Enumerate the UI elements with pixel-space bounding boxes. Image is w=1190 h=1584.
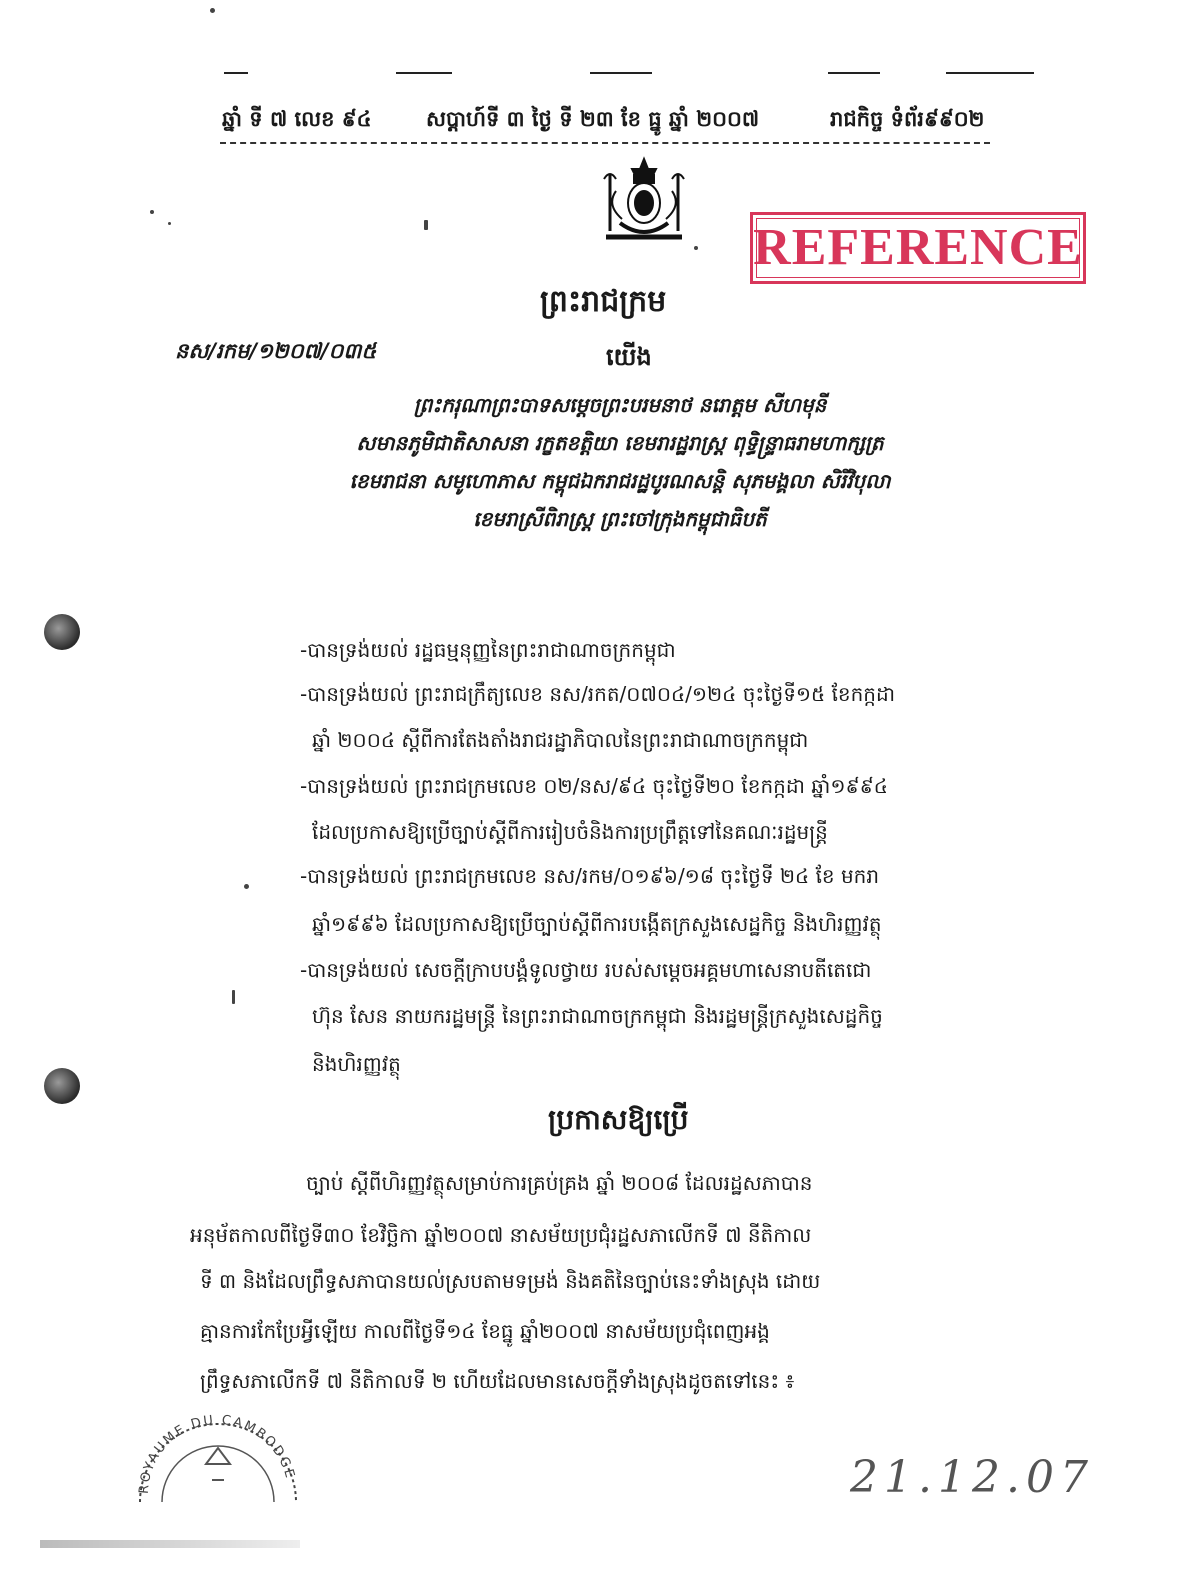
decree-reference-number: នស/រកម/១២០៧/០៣៥ xyxy=(175,339,377,363)
scan-speck xyxy=(210,8,215,13)
clause-line: -បានទ្រង់យល់ ព្រះរាជក្រមលេខ នស/រកម/០១៩៦/១៨ ចុះថ្ងៃទី ២៤ ខែ មករា xyxy=(300,864,880,888)
scan-speck xyxy=(232,990,235,1004)
royal-emblem-icon xyxy=(588,155,700,247)
decree-we: យើង xyxy=(606,343,652,371)
top-dash xyxy=(946,72,1034,74)
header-date: សប្តាហ៍ទី ៣ ថ្ងៃ ទី ២៣ ខែ ធ្នូ ឆ្នាំ ២០០៧ xyxy=(426,107,760,131)
clause-line: ឆ្នាំ ២០០៤ ស្តីពីការតែងតាំងរាជរដ្ឋាភិបាលនៃព្រះរាជាណាចក្រកម្ពុជា xyxy=(312,728,809,752)
clause-line: -បានទ្រង់យល់ ព្រះរាជក្រមលេខ ០២/នស/៩៤ ចុះថ្ងៃទី២០ ខែកក្កដា ឆ្នាំ១៩៩៤ xyxy=(300,774,888,798)
official-seal-icon xyxy=(128,1384,308,1504)
king-title-line: ខេមរាស្រីពិរាស្ត្រ ព្រះចៅក្រុងកម្ពុជាធិបតី xyxy=(473,507,767,531)
decree-title: ព្រះរាជក្រម xyxy=(540,284,667,319)
header-divider xyxy=(220,142,990,144)
scan-speck xyxy=(424,220,428,230)
clause-line: ឆ្នាំ១៩៩៦ ដែលប្រកាសឱ្យប្រើច្បាប់ស្តីពីការបង្កើតក្រសួងសេដ្ឋកិច្ច និងហិរញ្ញវត្ថុ xyxy=(312,912,882,936)
header-issue: ឆ្នាំ ទី ៧ លេខ ៩៤ xyxy=(222,107,372,131)
body-line: ទី ៣ និងដែលព្រឹទ្ធសភាបានយល់ស្របតាមទម្រង់ និងគតិនៃច្បាប់នេះទាំងស្រុង ដោយ xyxy=(200,1269,821,1293)
scan-speck xyxy=(168,222,171,225)
proclaim-heading: ប្រកាសឱ្យប្រើ xyxy=(548,1103,689,1136)
clause-line: -បានទ្រង់យល់ សេចក្តីក្រាបបង្គំទូលថ្វាយ របស់សម្តេចអគ្គមហាសេនាបតីតេជោ xyxy=(300,958,872,982)
body-line: ព្រឹទ្ធសភាលើកទី ៧ នីតិកាលទី ២ ហើយដែលមានសេចក្តីទាំងស្រុងដូចតទៅនេះ ៖ xyxy=(200,1369,795,1393)
handwritten-date: 21.12.07 xyxy=(850,1452,1094,1503)
header-gazette: រាជកិច្ច ទំព័រ៩៩០២ xyxy=(830,107,985,131)
top-dash xyxy=(590,72,652,74)
body-line: អនុម័តកាលពីថ្ងៃទី៣០ ខែវិច្ឆិកា ឆ្នាំ២០០៧ នាសម័យប្រជុំរដ្ឋសភាលើកទី ៧ នីតិកាល xyxy=(190,1223,812,1247)
clause-line: និងហិរញ្ញវត្ថុ xyxy=(312,1052,401,1076)
top-dash xyxy=(224,72,248,74)
clause-line: ហ៊ុន សែន នាយករដ្ឋមន្ត្រី នៃព្រះរាជាណាចក្រកម្ពុជា និងរដ្ឋមន្ត្រីក្រសួងសេដ្ឋកិច្ច xyxy=(312,1004,883,1028)
top-dash xyxy=(828,72,880,74)
clause-line: ដែលប្រកាសឱ្យប្រើច្បាប់ស្តីពីការរៀបចំនិងការប្រព្រឹត្តទៅនៃគណៈរដ្ឋមន្ត្រី xyxy=(312,820,828,844)
reference-stamp: REFERENCE xyxy=(750,212,1086,284)
svg-text:ROYAUME DU CAMBODGE: ROYAUME DU CAMBODGE xyxy=(136,1412,298,1495)
body-line: ច្បាប់ ស្តីពីហិរញ្ញវត្ថុសម្រាប់ការគ្រប់គ្រង ឆ្នាំ ២០០៨ ដែលរដ្ឋសភាបាន xyxy=(306,1171,813,1195)
king-title-line: ព្រះករុណាព្រះបាទសម្តេចព្រះបរមនាថ នរោត្តម សីហមុនី xyxy=(413,393,827,417)
clause-line: -បានទ្រង់យល់ ព្រះរាជក្រឹត្យលេខ នស/រកត/០៧០៤/១២៤ ចុះថ្ងៃទី១៥ ខែកក្កដា xyxy=(300,682,896,706)
king-title-line: សមានភូមិជាតិសាសនា រក្ខតខត្តិយា ខេមរារដ្ឋរាស្ត្រ ពុទ្ធិន្ទ្រាធរាមហាក្សត្រ xyxy=(356,431,884,455)
scan-speck xyxy=(244,884,249,889)
clause-line: -បានទ្រង់យល់ រដ្ឋធម្មនុញ្ញនៃព្រះរាជាណាចក្រកម្ពុជា xyxy=(300,638,676,662)
scan-speck xyxy=(694,246,698,250)
scan-shadow xyxy=(40,1540,300,1548)
body-line: គ្មានការកែប្រែអ្វីឡើយ កាលពីថ្ងៃទី១៤ ខែធ្នូ ឆ្នាំ២០០៧ នាសម័យប្រជុំពេញអង្គ xyxy=(200,1319,770,1343)
punch-hole xyxy=(44,1068,80,1104)
punch-hole xyxy=(44,614,80,650)
top-dash xyxy=(396,72,452,74)
king-title-line: ខេមរាជនា សមូហោភាស កម្ពុជឯករាជរដ្ឋបូរណសន្តិ សុភមង្គលា សិរីវិបុលា xyxy=(349,469,891,493)
scan-speck xyxy=(150,210,154,214)
